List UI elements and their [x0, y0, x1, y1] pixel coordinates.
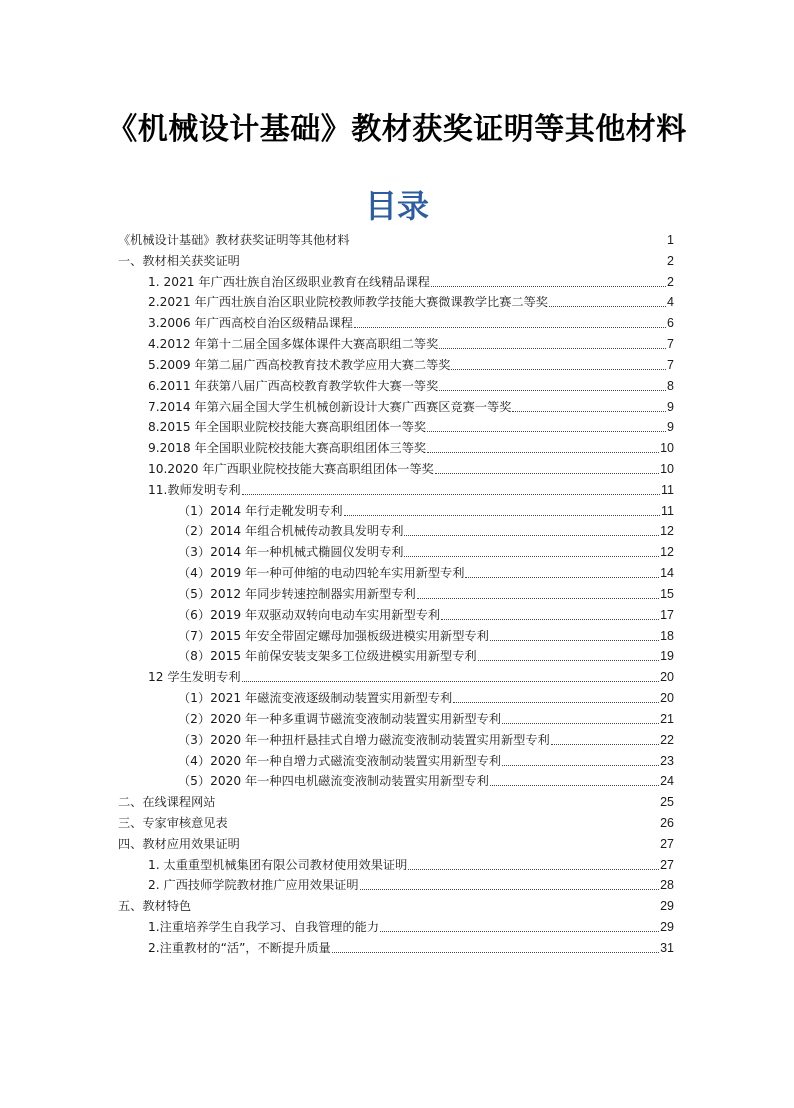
toc-page-number[interactable]: 11: [661, 503, 674, 518]
toc-dot-leader: [417, 597, 659, 599]
toc-page-number[interactable]: 11: [661, 482, 674, 497]
toc-page-number[interactable]: 2: [667, 253, 674, 268]
toc-page-number[interactable]: 27: [660, 836, 674, 851]
toc-page-number[interactable]: 2: [667, 274, 674, 289]
toc-dot-leader: [451, 368, 666, 370]
toc-entry[interactable]: [148, 272, 674, 292]
toc-entry-label[interactable]: 2.注重教材的“活”，不断提升质量: [148, 940, 331, 955]
toc-entry-label[interactable]: （8）2015 年前保安装支架多工位级进模实用新型专利: [178, 649, 477, 664]
toc-entry-label[interactable]: 12 学生发明专利: [148, 670, 241, 685]
toc-entry[interactable]: [178, 688, 674, 708]
toc-dot-leader: [551, 743, 659, 745]
toc-entry-label[interactable]: 1. 2021 年广西壮族自治区级职业教育在线精品课程: [148, 274, 430, 289]
toc-dot-leader: [344, 514, 660, 516]
toc-entry-label[interactable]: 8.2015 年全国职业院校技能大赛高职组团体一等奖: [148, 420, 427, 435]
toc-dot-leader: [427, 430, 666, 432]
toc-page-number[interactable]: 9: [667, 399, 674, 414]
toc-page-number[interactable]: 10: [660, 462, 674, 477]
toc-dot-leader: [490, 639, 659, 641]
toc-dot-leader: [478, 659, 660, 661]
toc-page-number[interactable]: 31: [660, 940, 674, 955]
toc-page-number[interactable]: 20: [660, 670, 674, 685]
toc-entry-label[interactable]: （4）2019 年一种可伸缩的电动四轮车实用新型专利: [178, 566, 465, 581]
toc-entry[interactable]: [178, 709, 674, 729]
toc-entry[interactable]: [178, 626, 674, 646]
toc-page-number[interactable]: 7: [667, 357, 674, 372]
toc-entry[interactable]: [148, 292, 674, 312]
toc-dot-leader: [431, 285, 666, 287]
toc-entry[interactable]: [148, 355, 674, 375]
toc-entry[interactable]: [148, 917, 674, 937]
toc-dot-leader: [502, 722, 659, 724]
toc-entry-label[interactable]: 4.2012 年第十二届全国多媒体课件大赛高职组二等奖: [148, 337, 439, 352]
toc-entry-label[interactable]: 7.2014 年第六届全国大学生机械创新设计大赛广西赛区竞赛一等奖: [148, 399, 512, 414]
toc-dot-leader: [360, 888, 660, 890]
toc-page-number[interactable]: 1: [667, 233, 674, 247]
toc-entry-label[interactable]: （5）2020 年一种四电机磁流变液制动装置实用新型专利: [178, 774, 489, 789]
toc-page-number[interactable]: 10: [660, 441, 674, 456]
toc-entry-label[interactable]: 2.2021 年广西壮族自治区职业院校教师教学技能大赛微课教学比赛二等奖: [148, 295, 548, 310]
toc-dot-leader: [502, 764, 659, 766]
toc-entry-label[interactable]: （1）2014 年行走靴发明专利: [178, 503, 343, 518]
toc-entry[interactable]: [148, 334, 674, 354]
toc-page-number[interactable]: 19: [660, 649, 674, 664]
toc-dot-leader: [408, 868, 659, 870]
toc-entry-label[interactable]: （3）2020 年一种扭杆悬挂式自增力磁流变液制动装置实用新型专利: [178, 732, 550, 747]
toc-entry-label[interactable]: （4）2020 年一种自增力式磁流变液制动装置实用新型专利: [178, 753, 501, 768]
toc-entry[interactable]: [148, 875, 674, 895]
toc-entry-label[interactable]: 1.注重培养学生自我学习、自我管理的能力: [148, 920, 380, 935]
toc-entry-label[interactable]: （5）2012 年同步转速控制器实用新型专利: [178, 586, 416, 601]
toc-page-number[interactable]: 14: [660, 566, 674, 581]
toc-entry[interactable]: [118, 792, 674, 812]
toc-dot-leader: [453, 701, 659, 703]
toc-dot-leader: [549, 305, 666, 307]
toc-entry[interactable]: [178, 605, 674, 625]
toc-entry[interactable]: [118, 251, 674, 271]
toc-entry[interactable]: [148, 855, 674, 875]
toc-heading: 目录: [364, 187, 429, 225]
toc-entry-label[interactable]: 1. 太重重型机械集团有限公司教材使用效果证明: [148, 857, 408, 872]
toc-entry[interactable]: [178, 501, 674, 521]
toc-dot-leader: [380, 930, 659, 932]
toc-dot-leader: [404, 555, 659, 557]
toc-page-number[interactable]: 25: [660, 795, 674, 810]
toc-entry-label[interactable]: 9.2018 年全国职业院校技能大赛高职组团体三等奖: [148, 441, 427, 456]
toc-entry[interactable]: [148, 313, 674, 333]
toc-entry[interactable]: [178, 563, 674, 583]
toc-dot-leader: [512, 410, 666, 412]
toc-dot-leader: [435, 472, 659, 474]
toc-entry[interactable]: [118, 896, 674, 916]
toc-entry-label[interactable]: （1）2021 年磁流变液逐级制动装置实用新型专利: [178, 691, 453, 706]
toc-entry[interactable]: [178, 730, 674, 750]
toc-dot-leader: [242, 680, 660, 682]
toc-entry[interactable]: [118, 834, 674, 854]
toc-entry[interactable]: [148, 397, 674, 417]
toc-dot-leader: [439, 347, 666, 349]
toc-entry[interactable]: [118, 230, 674, 250]
toc-page-number[interactable]: 29: [660, 920, 674, 935]
toc-entry[interactable]: [148, 376, 674, 396]
toc-entry-label[interactable]: （2）2014 年组合机械传动教具发明专利: [178, 524, 404, 539]
toc-entry[interactable]: [148, 459, 674, 479]
toc-entry[interactable]: [178, 584, 674, 604]
toc-entry[interactable]: [118, 813, 674, 833]
toc-dot-leader: [490, 784, 659, 786]
toc-entry-label[interactable]: 6.2011 年获第八届广西高校教育教学软件大赛一等奖: [148, 378, 439, 393]
toc-entry[interactable]: [148, 480, 674, 500]
toc-page-number[interactable]: 4: [667, 295, 674, 310]
toc-entry[interactable]: [178, 542, 674, 562]
toc-page-number[interactable]: 21: [660, 711, 674, 726]
toc-page-number[interactable]: 20: [660, 691, 674, 706]
toc-entry[interactable]: [178, 771, 674, 791]
toc-entry-label[interactable]: 二、在线课程网站: [118, 795, 216, 810]
toc-entry-label[interactable]: 五、教材特色: [118, 899, 192, 914]
toc-page-number[interactable]: 12: [660, 524, 674, 539]
toc-entry-label[interactable]: 3.2006 年广西高校自治区级精品课程: [148, 316, 353, 331]
toc-entry-label[interactable]: （6）2019 年双驱动双转向电动车实用新型专利: [178, 607, 441, 622]
toc-entry[interactable]: [148, 438, 674, 458]
toc-entry[interactable]: [178, 646, 674, 666]
toc-entry-label[interactable]: 2. 广西技师学院教材推广应用效果证明: [148, 878, 359, 893]
toc-entry[interactable]: [148, 667, 674, 687]
toc-entry-label[interactable]: 《机械设计基础》教材获奖证明等其他材料: [118, 233, 350, 247]
toc-entry[interactable]: [148, 938, 674, 958]
toc-dot-leader: [354, 326, 666, 328]
toc-entry-label[interactable]: 10.2020 年广西职业院校技能大赛高职组团体一等奖: [148, 462, 434, 477]
document-title: 《机械设计基础》教材获奖证明等其他材料: [107, 112, 687, 147]
toc-entry-label[interactable]: 四、教材应用效果证明: [118, 836, 240, 851]
toc-dot-leader: [427, 451, 659, 453]
toc-dot-leader: [332, 951, 659, 953]
toc-page-number[interactable]: 6: [667, 316, 674, 331]
toc-page-number[interactable]: 7: [667, 337, 674, 352]
toc-page-number[interactable]: 8: [667, 378, 674, 393]
toc-page-number[interactable]: 22: [660, 732, 674, 747]
toc-dot-leader: [404, 534, 659, 536]
toc-dot-leader: [465, 576, 659, 578]
toc-page-number[interactable]: 28: [660, 878, 674, 893]
toc-page-number[interactable]: 29: [660, 899, 674, 914]
toc-entry[interactable]: [178, 521, 674, 541]
toc-entry-label[interactable]: （2）2020 年一种多重调节磁流变液制动装置实用新型专利: [178, 711, 501, 726]
toc-entry-label[interactable]: 5.2009 年第二届广西高校教育技术教学应用大赛二等奖: [148, 357, 451, 372]
toc-entry[interactable]: [148, 417, 674, 437]
toc-page-number[interactable]: 27: [660, 857, 674, 872]
toc-page-number[interactable]: 9: [667, 420, 674, 435]
toc-entry-label[interactable]: 11.教师发明专利: [148, 482, 241, 497]
toc-page-number[interactable]: 15: [660, 586, 674, 601]
toc-dot-leader: [439, 389, 666, 391]
toc-dot-leader: [242, 493, 661, 495]
toc-dot-leader: [441, 618, 659, 620]
toc-entry-label[interactable]: （7）2015 年安全带固定螺母加强板级进模实用新型专利: [178, 628, 489, 643]
toc-page-number[interactable]: 24: [660, 774, 674, 789]
toc-page-number[interactable]: 17: [660, 607, 674, 622]
toc-entry-label[interactable]: 三、专家审核意见表: [118, 815, 228, 830]
toc-page-number[interactable]: 23: [660, 753, 674, 768]
toc-page-number[interactable]: 18: [660, 628, 674, 643]
toc-page-number[interactable]: 12: [660, 545, 674, 560]
toc-page-number[interactable]: 26: [660, 815, 674, 830]
toc-entry-label[interactable]: 一、教材相关获奖证明: [118, 253, 240, 268]
toc-entry-label[interactable]: （3）2014 年一种机械式椭圆仪发明专利: [178, 545, 404, 560]
toc-entry[interactable]: [178, 751, 674, 771]
